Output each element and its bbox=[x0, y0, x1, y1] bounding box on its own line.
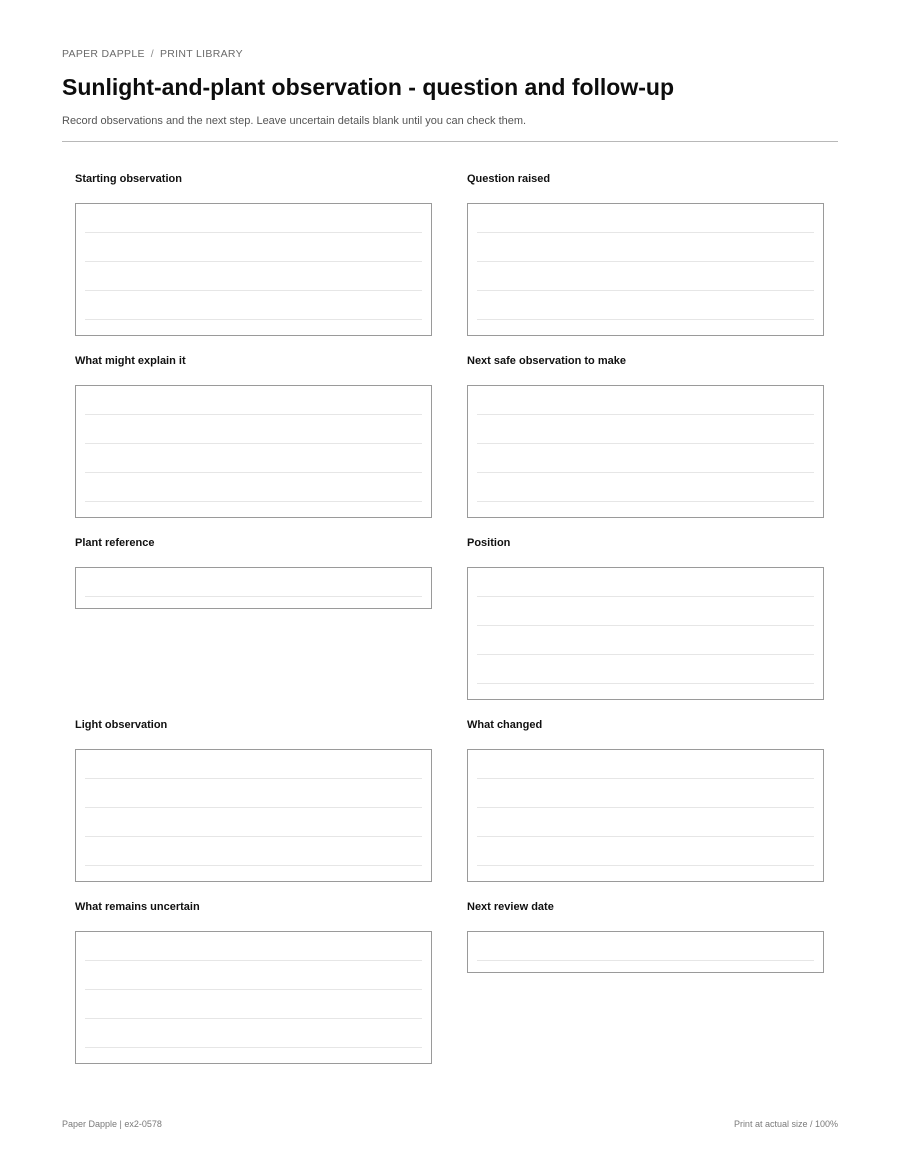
writing-line bbox=[85, 989, 422, 990]
question-raised-writing-area[interactable] bbox=[467, 203, 824, 336]
writing-line bbox=[477, 960, 814, 961]
writing-line bbox=[85, 596, 422, 597]
field-label: Position bbox=[467, 537, 511, 549]
breadcrumb-separator: / bbox=[150, 48, 154, 60]
field-label: What changed bbox=[467, 719, 543, 731]
writing-line bbox=[85, 261, 422, 262]
header-divider bbox=[62, 141, 838, 142]
writing-line bbox=[85, 807, 422, 808]
field-label: Next review date bbox=[467, 901, 554, 913]
footer-print-note: Print at actual size / 100% bbox=[733, 1119, 838, 1129]
writing-line bbox=[85, 778, 422, 779]
writing-line bbox=[477, 778, 814, 779]
field-label: Starting observation bbox=[75, 173, 182, 185]
writing-line bbox=[477, 414, 814, 415]
next-review-date-writing-area[interactable] bbox=[467, 931, 824, 973]
writing-line bbox=[477, 807, 814, 808]
starting-observation-writing-area[interactable] bbox=[75, 203, 432, 336]
writing-line bbox=[477, 261, 814, 262]
plant-reference-writing-area[interactable] bbox=[75, 567, 432, 609]
breadcrumb-item-library[interactable]: PRINT LIBRARY bbox=[160, 48, 243, 60]
writing-line bbox=[477, 232, 814, 233]
field-label: Plant reference bbox=[75, 537, 155, 549]
writing-line bbox=[85, 1047, 422, 1048]
field-label: Next safe observation to make bbox=[467, 355, 626, 367]
field-label: What might explain it bbox=[75, 355, 186, 367]
writing-line bbox=[477, 472, 814, 473]
position-writing-area[interactable] bbox=[467, 567, 824, 700]
breadcrumb-item-brand[interactable]: PAPER DAPPLE bbox=[62, 48, 145, 60]
writing-line bbox=[85, 865, 422, 866]
writing-line bbox=[85, 1018, 422, 1019]
footer-source: Paper Dapple | ex2-0578 bbox=[62, 1119, 162, 1129]
field-label: What remains uncertain bbox=[75, 901, 200, 913]
writing-line bbox=[85, 232, 422, 233]
writing-line bbox=[85, 290, 422, 291]
writing-line bbox=[477, 836, 814, 837]
what-changed-writing-area[interactable] bbox=[467, 749, 824, 882]
what-remains-uncertain-writing-area[interactable] bbox=[75, 931, 432, 1064]
writing-line bbox=[477, 596, 814, 597]
writing-line bbox=[477, 625, 814, 626]
writing-line bbox=[85, 414, 422, 415]
writing-line bbox=[477, 290, 814, 291]
light-observation-writing-area[interactable] bbox=[75, 749, 432, 882]
what-might-explain-it-writing-area[interactable] bbox=[75, 385, 432, 518]
writing-line bbox=[477, 865, 814, 866]
writing-line bbox=[85, 472, 422, 473]
field-label: Question raised bbox=[467, 173, 551, 185]
writing-line bbox=[477, 443, 814, 444]
writing-line bbox=[477, 683, 814, 684]
writing-line bbox=[477, 654, 814, 655]
writing-line bbox=[85, 443, 422, 444]
writing-line bbox=[85, 319, 422, 320]
writing-line bbox=[85, 836, 422, 837]
breadcrumb bbox=[62, 48, 243, 60]
writing-line bbox=[477, 319, 814, 320]
next-safe-observation-writing-area[interactable] bbox=[467, 385, 824, 518]
writing-line bbox=[85, 501, 422, 502]
writing-line bbox=[477, 501, 814, 502]
page-subtitle: Record observations and the next step. Leave uncertain details blank until you can check them. bbox=[62, 115, 527, 127]
field-label: Light observation bbox=[75, 719, 168, 731]
page-title: Sunlight-and-plant observation - question and follow-up bbox=[62, 74, 675, 100]
writing-line bbox=[85, 960, 422, 961]
